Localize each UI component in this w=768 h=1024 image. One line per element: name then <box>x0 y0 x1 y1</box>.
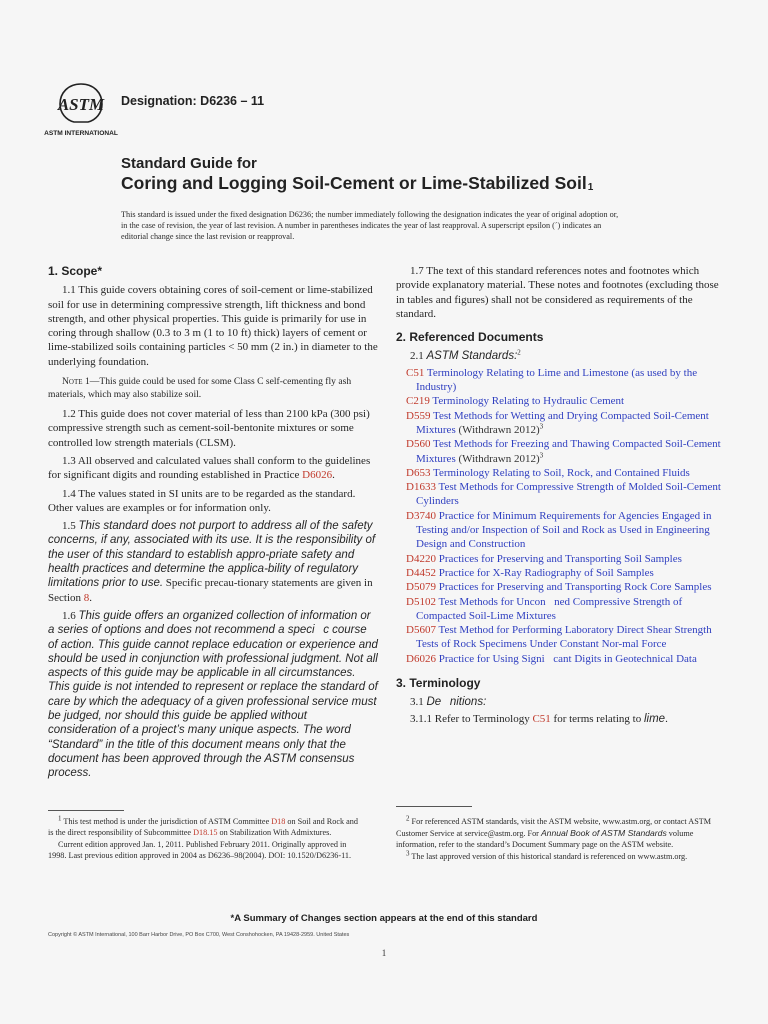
para-1-6 <box>48 609 378 781</box>
standard-title-link[interactable]: Practice for Using Signi cant Digits in Geotechnical Data <box>435 652 697 665</box>
standard-title-link[interactable]: Test Methods for Compressive Strength of Molded Soil-Cement Cylinders <box>416 481 721 508</box>
withdrawn-note: (Withdrawn 2012) <box>455 452 540 465</box>
note-text: 1—This guide could be used for some Class C self-cementing fly ash materials, which may also stabilize soil. <box>48 376 352 401</box>
footnote-3 <box>396 848 714 863</box>
footnote-2-italic: Annual Book of ASTM Standards <box>540 827 667 838</box>
section-scope-heading: 1. Scope* <box>48 264 103 278</box>
referenced-standard-item <box>406 437 721 466</box>
para-1-6-num: 1.6 <box>62 609 79 622</box>
link-d18[interactable]: D18 <box>271 817 286 826</box>
standard-code-link[interactable]: D6026 <box>406 652 436 665</box>
footnote-rule-right <box>396 806 472 807</box>
page-number: 1 <box>381 948 387 958</box>
standard-title-link[interactable]: Practice for X-Ray Radiography of Soil Samples <box>435 566 654 579</box>
footnote-1-end: on Stabilization With Admixtures. <box>217 827 332 837</box>
standard-code-link[interactable]: D5607 <box>406 624 436 637</box>
standard-title-link[interactable]: Test Methods for Uncon ned Compressive Strength of Compacted Soil-Lime Mixtures <box>416 595 683 622</box>
standard-code-link[interactable]: D5079 <box>406 581 436 594</box>
subhead-italic: ASTM Standards: <box>426 350 518 363</box>
standard-code-link[interactable]: D560 <box>406 438 431 451</box>
note-1 <box>48 375 378 401</box>
footnote-1-edition: Current edition approved Jan. 1, 2011. Published February 2011. Originally approved in 1998. Last previous edition approved in 2004 as D6236–98(2004). DOI: 10.1520/D6236-11. <box>48 839 352 860</box>
standard-code-link[interactable]: C219 <box>406 395 430 408</box>
para-3-1-1-text: 3.1.1 Refer to Terminology <box>410 712 533 725</box>
footnote-2-text: For referenced ASTM standards, visit the ASTM website, www.astm.org, or contact ASTM Customer Service at service@astm.org. For <box>396 817 712 838</box>
standard-code-link[interactable]: D4452 <box>406 566 436 579</box>
referenced-standard-item <box>406 580 721 594</box>
referenced-standards-list <box>396 366 721 666</box>
referenced-standard-item <box>406 595 721 624</box>
link-c51-terminology[interactable]: C51 <box>532 712 551 725</box>
footnote-rule-left <box>48 810 124 811</box>
note-label: Note <box>62 376 83 388</box>
preamble: This standard is issued under the fixed designation D6236; the number immediately following the designation indicates the year of original adoption or, in the case of revision, the year of last revision. A number in parentheses indicates the year of last reapproval. A superscript epsilon (´) indicates an editorial change since the last revision or reapproval. <box>121 210 619 242</box>
term-lime: lime <box>643 712 666 725</box>
standard-code-link[interactable]: D4220 <box>406 552 436 565</box>
designation: Designation: D6236 – 11 <box>121 94 265 108</box>
referenced-standard-item <box>406 366 721 395</box>
standard-title-link[interactable]: Terminology Relating to Hydraulic Cement <box>429 395 625 408</box>
title-text: Coring and Logging Soil-Cement or Lime-Stabilized Soil <box>121 173 587 193</box>
para-1-5-italic: This standard does not purport to address all of the safety concerns, if any, associated with its use. It is the responsibility of the user of this standard to establish appro-priate safety and health practices and determine the applica-bility of regulatory limitations prior to use. <box>48 520 376 590</box>
footnote-1-mid: on Soil and Rock and is the direct responsibility of Subcommittee <box>48 817 358 837</box>
standard-title-link[interactable]: Practices for Preserving and Transporting Rock Core Samples <box>435 581 712 594</box>
title-footnote-mark: 1 <box>587 182 594 193</box>
summary-of-changes-note: *A Summary of Changes section appears at the end of this standard <box>230 913 538 924</box>
standard-code-link[interactable]: D559 <box>406 409 431 422</box>
para-1-5-text: Specific precau-tionary statements are given in Section <box>48 577 373 604</box>
para-3-1-1-end: . <box>665 712 668 725</box>
standard-title-link[interactable]: Test Methods for Wetting and Drying Compacted Soil-Cement Mixtures <box>416 409 709 436</box>
referenced-standard-item <box>406 409 721 438</box>
standard-code-link[interactable]: C51 <box>406 366 425 379</box>
para-1-5-num: 1.5 <box>62 520 79 533</box>
para-1-3-text: 1.3 All observed and calculated values shall conform to the guidelines for significant digits and rounding established in Practice <box>48 454 371 482</box>
para-1-3-end: . <box>332 469 335 482</box>
para-1-3 <box>48 454 378 483</box>
footnote-1-text: This test method is under the jurisdiction of ASTM Committee <box>61 817 272 826</box>
standard-title-link[interactable]: Practice for Minimum Requirements for Agencies Engaged in Testing and/or Inspection of Soil and Rock as Used in Engineering Design and Construction <box>416 509 712 551</box>
footnote-1 <box>48 814 358 839</box>
copyright-line: Copyright © ASTM International, 100 Barr Harbor Drive, PO Box C700, West Conshohocken, PA 19428-2959. United States <box>48 932 350 938</box>
footnotes-right <box>396 814 714 864</box>
para-3-1-1 <box>396 712 721 726</box>
referenced-standard-item <box>406 552 721 566</box>
standard-title-link[interactable]: Terminology Relating to Lime and Limestone (as used by the Industry) <box>416 366 698 394</box>
footnote-mark: 3 <box>539 450 544 459</box>
footnote-2 <box>396 814 714 851</box>
definitions-subhead <box>396 695 721 709</box>
svg-text:ASTM INTERNATIONAL: ASTM INTERNATIONAL <box>44 130 118 137</box>
document-title <box>121 173 593 194</box>
footnote-1-mark: 1 <box>58 814 62 823</box>
footnote-2-end: volume information, refer to the standard’s Document Summary page on the ASTM website. <box>396 828 694 849</box>
referenced-standard-item <box>406 566 721 580</box>
referenced-standard-item <box>406 394 721 408</box>
standard-title-link[interactable]: Test Method for Performing Laboratory Direct Shear Strength Tests of Rock Specimens Under Constant Nor-mal Force <box>416 624 712 651</box>
referenced-standard-item <box>406 652 721 666</box>
section-referenced-heading: 2. Referenced Documents <box>396 330 544 345</box>
standard-code-link[interactable]: D3740 <box>406 509 436 522</box>
subhead-num: 2.1 <box>410 350 427 363</box>
para-1-6-italic: This guide offers an organized collection of information or a series of options and does not recommend a speci c course of action. This guide cannot replace education or experience and should be used in conjunction with professional judgment. Not all aspects of this guide may be applicable in all circumstances. This guide is not intended to represent or replace the standard of care by which the adequacy of a given professional service must be judged, nor should this guide be applied without consideration of a project’s many unique aspects. The word “Standard” in the title of this document means only that the document has been approved through the ASTM consensus process. <box>48 609 378 780</box>
standard-title-link[interactable]: Practices for Preserving and Transporting Soil Samples <box>435 552 682 565</box>
referenced-standard-item <box>406 509 721 552</box>
link-d6026[interactable]: D6026 <box>302 469 333 482</box>
para-1-4: 1.4 The values stated in SI units are to be regarded as the standard. Other values are examples or for information only. <box>48 487 356 514</box>
standard-title-link[interactable]: Test Methods for Freezing and Thawing Compacted Soil-Cement Mixtures <box>416 438 721 465</box>
para-1-2: 1.2 This guide does not cover material of less than 2100 kPa (300 psi) compressive strength such as cement-soil-bentonite mixtures or some controlled low strength materials (CLSM). <box>48 408 370 449</box>
standard-code-link[interactable]: D5102 <box>406 595 436 608</box>
section-terminology-heading: 3. Terminology <box>396 676 481 691</box>
link-d18-15[interactable]: D18.15 <box>193 827 218 837</box>
para-1-5-end: . <box>89 591 92 604</box>
right-column <box>396 264 721 730</box>
footnotes-left <box>48 814 358 863</box>
footnote-3-mark: 3 <box>406 848 410 857</box>
definitions-italic: De nitions: <box>426 696 487 709</box>
para-1-5 <box>48 519 378 605</box>
definitions-num: 3.1 <box>410 696 427 709</box>
para-3-1-1-mid: for terms relating to <box>550 712 644 725</box>
para-1-1: 1.1 This guide covers obtaining cores of soil-cement or lime-stabilized soil for use in determining compressive strength, lift thickness and bond strength, and other physical properties. This guide is primarily for use in coring through shallow (0.3 to 3 m (1 to 10 ft) thick) layers of cement or lime-stabilized soils containing particles < 50 mm (2 in.) in diameter to the underlying foundation. <box>48 284 378 368</box>
footnote-3-text: The last approved version of this historical standard is referenced on www.astm.org. <box>409 851 688 861</box>
astm-standards-subhead <box>396 349 721 363</box>
para-1-7: 1.7 The text of this standard references notes and footnotes which provide explanatory material. These notes and footnotes (excluding those in tables and figures) shall not be considered as requirements of the standard. <box>396 265 719 320</box>
footnote-2-mark: 2 <box>406 814 410 823</box>
standard-title-link[interactable]: Terminology Relating to Soil, Rock, and Contained Fluids <box>430 466 690 479</box>
svg-text:ASTM: ASTM <box>57 95 105 114</box>
standard-code-link[interactable]: D653 <box>406 466 431 479</box>
left-column <box>48 264 378 785</box>
subhead-footnote-mark: 2 <box>517 348 521 357</box>
referenced-standard-item <box>406 623 721 652</box>
footnote-mark: 3 <box>539 422 544 431</box>
referenced-standard-item <box>406 466 721 480</box>
referenced-standard-item <box>406 480 721 509</box>
title-prefix: Standard Guide for <box>121 155 257 172</box>
withdrawn-note: (Withdrawn 2012) <box>455 423 540 436</box>
standard-code-link[interactable]: D1633 <box>406 481 436 494</box>
astm-logo <box>44 80 118 138</box>
link-section-8[interactable]: 8 <box>83 591 90 604</box>
